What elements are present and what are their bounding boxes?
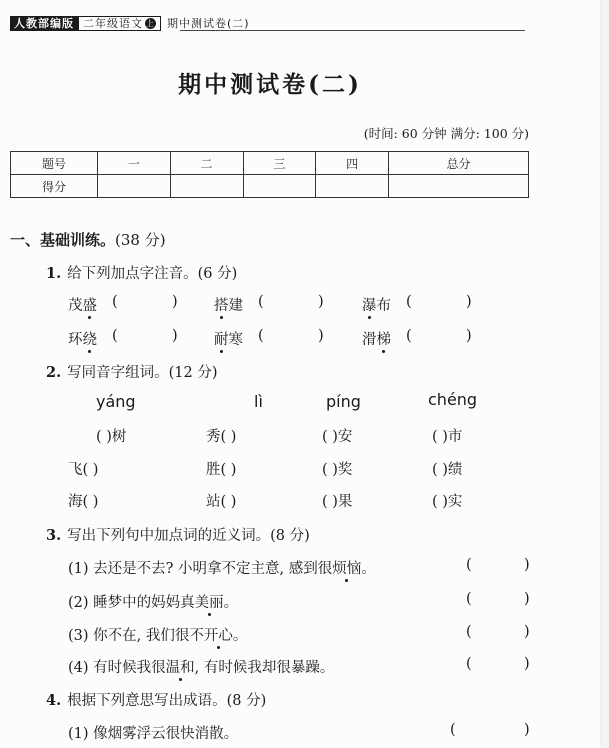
- publisher-label: 人教部编版: [10, 16, 78, 31]
- char: 布: [376, 298, 391, 314]
- grade-label: [78, 16, 161, 31]
- q1-item: [68, 294, 97, 315]
- dotted-word: 烦恼: [332, 557, 361, 578]
- q4-item: [68, 722, 238, 743]
- header-breadcrumb: 期中测试卷(二): [167, 17, 250, 30]
- answer-paren-open: (: [466, 557, 472, 573]
- q1-item: [214, 328, 243, 349]
- answer-paren-close: ): [466, 294, 472, 310]
- answer-paren-close: ): [466, 328, 472, 344]
- answer-paren-close: ): [172, 328, 178, 344]
- word-blank[interactable]: 胜( ): [206, 462, 237, 478]
- char: 滑: [362, 332, 377, 348]
- answer-paren-open: (: [112, 328, 118, 344]
- item-number: (1): [68, 561, 89, 577]
- score-table-header-row: [11, 152, 529, 175]
- section-heading: [10, 229, 166, 250]
- answer-paren-close: ): [318, 328, 324, 344]
- header-rule: [180, 30, 525, 31]
- question-text: 写同音字组词。(12 分): [67, 365, 218, 381]
- q1-item: [68, 328, 97, 349]
- word-blank[interactable]: ( )安: [322, 429, 353, 445]
- section-points: (38 分): [115, 231, 166, 249]
- pinyin-label: chéng: [428, 390, 478, 409]
- score-cell[interactable]: [243, 175, 316, 198]
- score-cell[interactable]: [389, 175, 529, 198]
- question-1: [46, 262, 237, 283]
- score-header: 总分: [389, 152, 529, 175]
- question-number: 2.: [46, 364, 62, 381]
- score-table: [10, 151, 529, 198]
- sentence-text: 有时候我很: [93, 660, 166, 676]
- question-3: [46, 524, 310, 545]
- score-cell[interactable]: [98, 175, 171, 198]
- dotted-word: 开心: [204, 624, 233, 645]
- q1-item: [362, 328, 391, 349]
- answer-paren-close: ): [524, 624, 530, 640]
- sentence-text: , 有时候我却很暴躁。: [194, 660, 335, 676]
- score-header: 题号: [11, 152, 98, 175]
- char: 寒: [228, 332, 243, 348]
- score-header: 三: [243, 152, 316, 175]
- sentence-text: 去还是不去? 小明拿不定主意, 感到很: [93, 561, 333, 577]
- char: 茂: [68, 298, 83, 314]
- item-number: (3): [68, 628, 89, 644]
- answer-paren-close: ): [524, 656, 530, 672]
- word-blank[interactable]: ( )树: [96, 429, 127, 445]
- q3-item: [68, 557, 376, 578]
- answer-paren-open: (: [450, 722, 456, 738]
- sentence-text: 。: [232, 628, 248, 644]
- sentence-text: 你不在, 我们很不: [93, 628, 204, 644]
- answer-paren-open: (: [406, 328, 412, 344]
- dotted-char: 梯: [377, 328, 392, 349]
- dotted-word: 美丽: [195, 591, 224, 612]
- answer-paren-open: (: [258, 328, 264, 344]
- score-row-label: 得分: [11, 175, 98, 198]
- item-number: (2): [68, 595, 89, 611]
- meaning-text: 像烟雾浮云很快消散。: [93, 726, 239, 742]
- answer-paren-open: (: [112, 294, 118, 310]
- score-header: 一: [98, 152, 171, 175]
- volume-badge-icon: 上: [146, 19, 155, 28]
- answer-paren-close: ): [318, 294, 324, 310]
- q3-item: [68, 624, 247, 645]
- char: 建: [228, 298, 243, 314]
- word-blank[interactable]: 飞( ): [68, 462, 99, 478]
- question-number: 1.: [46, 265, 62, 282]
- score-cell[interactable]: [170, 175, 243, 198]
- question-2: [46, 361, 218, 382]
- question-4: [46, 689, 266, 710]
- sentence-text: 睡梦中的妈妈真: [93, 595, 195, 611]
- question-text: 给下列加点字注音。(6 分): [67, 266, 238, 282]
- word-blank[interactable]: ( )实: [432, 494, 463, 510]
- grade-text: 二年级语文: [83, 17, 143, 30]
- dotted-char: 耐: [214, 328, 229, 349]
- pinyin-label: lì: [254, 392, 263, 411]
- word-blank[interactable]: ( )奖: [322, 462, 353, 478]
- answer-paren-close: ): [524, 557, 530, 573]
- answer-paren-open: (: [258, 294, 264, 310]
- word-blank[interactable]: 站( ): [206, 494, 237, 510]
- score-header: 四: [316, 152, 389, 175]
- item-number: (1): [68, 726, 89, 742]
- sentence-text: 。: [223, 595, 239, 611]
- word-blank[interactable]: ( )绩: [432, 462, 463, 478]
- q1-item: [362, 294, 391, 315]
- section-label: 一、基础训练。: [10, 231, 116, 249]
- dotted-char: 搭: [214, 294, 229, 315]
- score-header: 二: [170, 152, 243, 175]
- word-blank[interactable]: 秀( ): [206, 429, 237, 445]
- answer-paren-open: (: [466, 624, 472, 640]
- question-text: 根据下列意思写出成语。(8 分): [67, 693, 267, 709]
- score-table-row: [11, 175, 529, 198]
- word-blank[interactable]: ( )果: [322, 494, 353, 510]
- word-blank[interactable]: ( )市: [432, 429, 463, 445]
- answer-paren-close: ): [524, 722, 530, 738]
- dotted-char: 绕: [83, 328, 98, 349]
- pinyin-label: yáng: [96, 392, 136, 411]
- char: 环: [68, 332, 83, 348]
- answer-paren-open: (: [466, 591, 472, 607]
- dotted-char: 瀑: [362, 294, 377, 315]
- page-title: 期中测试卷(二): [178, 71, 362, 98]
- answer-paren-open: (: [466, 656, 472, 672]
- answer-paren-open: (: [406, 294, 412, 310]
- pinyin-label: píng: [326, 392, 361, 411]
- exam-meta: (时间: 60 分钟 满分: 100 分): [363, 126, 529, 141]
- page-header: [10, 16, 256, 31]
- word-blank[interactable]: 海( ): [68, 494, 99, 510]
- score-cell[interactable]: [316, 175, 389, 198]
- sentence-text: 。: [361, 561, 376, 577]
- question-number: 3.: [46, 527, 62, 544]
- question-number: 4.: [46, 692, 62, 709]
- q3-item: [68, 656, 334, 677]
- answer-paren-close: ): [524, 591, 530, 607]
- answer-paren-close: ): [172, 294, 178, 310]
- dotted-word: 温和: [166, 656, 195, 677]
- dotted-char: 盛: [83, 294, 98, 315]
- item-number: (4): [68, 660, 89, 676]
- q3-item: [68, 591, 238, 612]
- q1-item: [214, 294, 243, 315]
- page-edge: [600, 0, 609, 748]
- question-text: 写出下列句中加点词的近义词。(8 分): [67, 528, 310, 544]
